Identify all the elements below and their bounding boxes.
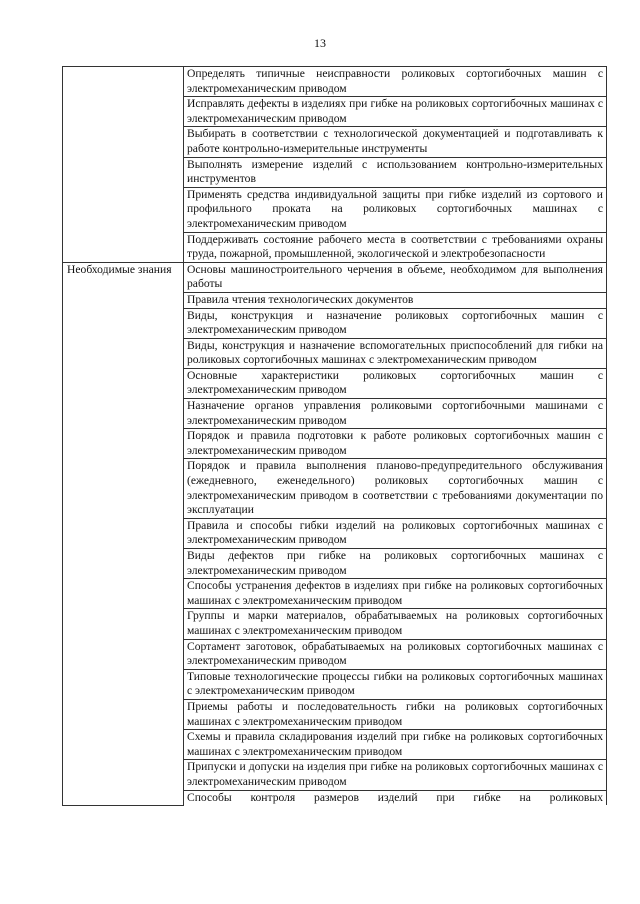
table-cell-item: Поддерживать состояние рабочего места в соответствии с требованиями охраны труда, пожарной, промышленной, экологической и электробезопасности [184, 232, 607, 262]
table-cell-item: Способы контроля размеров изделий при гибке на роликовых [184, 790, 607, 805]
table-cell-item: Порядок и правила выполнения планово-предупредительного обслуживания (ежедневного, еженедельного) роликовых сортогибочных машин с электромеханическим приводом в соответствии с требованиями документации по эксплуатации [184, 459, 607, 518]
table-cell-item: Выбирать в соответствии с технологической документацией и подготавливать к работе контрольно-измерительные инструменты [184, 127, 607, 157]
table-cell-item: Типовые технологические процессы гибки на роликовых сортогибочных машинах с электромеханическим приводом [184, 669, 607, 699]
requirements-table [62, 66, 607, 806]
table-cell-item: Схемы и правила складирования изделий при гибке на роликовых сортогибочных машинах с электромеханическим приводом [184, 730, 607, 760]
section-label: Необходимые знания [63, 262, 184, 805]
table-cell-item: Порядок и правила подготовки к работе роликовых сортогибочных машин с электромеханическим приводом [184, 429, 607, 459]
table-cell-item: Исправлять дефекты в изделиях при гибке на роликовых сортогибочных машинах с электромеханическим приводом [184, 97, 607, 127]
table-cell-item: Сортамент заготовок, обрабатываемых на роликовых сортогибочных машинах с электромеханическим приводом [184, 639, 607, 669]
table-cell-item: Виды, конструкция и назначение роликовых сортогибочных машин с электромеханическим приводом [184, 308, 607, 338]
table-cell-item: Основы машиностроительного черчения в объеме, необходимом для выполнения работы [184, 262, 607, 292]
table-cell-item: Способы устранения дефектов в изделиях при гибке на роликовых сортогибочных машинах с электромеханическим приводом [184, 579, 607, 609]
table-cell-item: Правила чтения технологических документов [184, 292, 607, 308]
section-label [63, 67, 184, 263]
table-cell-item: Применять средства индивидуальной защиты при гибке изделий из сортового и профильного проката на роликовых сортогибочных машинах с электромеханическим приводом [184, 187, 607, 232]
table-cell-item: Виды дефектов при гибке на роликовых сортогибочных машинах с электромеханическим приводом [184, 549, 607, 579]
table-cell-item: Назначение органов управления роликовыми сортогибочными машинами с электромеханическим приводом [184, 399, 607, 429]
requirements-table-body [63, 67, 607, 806]
table-cell-item: Приемы работы и последовательность гибки на роликовых сортогибочных машинах с электромеханическим приводом [184, 699, 607, 729]
table-row [63, 67, 607, 97]
table-cell-item: Определять типичные неисправности роликовых сортогибочных машин с электромеханическим приводом [184, 67, 607, 97]
table-row [63, 262, 607, 292]
table-cell-item: Выполнять измерение изделий с использованием контрольно-измерительных инструментов [184, 157, 607, 187]
table-cell-item: Виды, конструкция и назначение вспомогательных приспособлений для гибки на роликовых сортогибочных машинах с электромеханическим приводом [184, 338, 607, 368]
table-cell-item: Припуски и допуски на изделия при гибке на роликовых сортогибочных машинах с электромеханическим приводом [184, 760, 607, 790]
table-cell-item: Правила и способы гибки изделий на роликовых сортогибочных машинах с электромеханическим приводом [184, 518, 607, 548]
page-number: 13 [314, 36, 326, 50]
table-cell-item: Группы и марки материалов, обрабатываемых на роликовых сортогибочных машинах с электромеханическим приводом [184, 609, 607, 639]
table-cell-item: Основные характеристики роликовых сортогибочных машин с электромеханическим приводом [184, 368, 607, 398]
